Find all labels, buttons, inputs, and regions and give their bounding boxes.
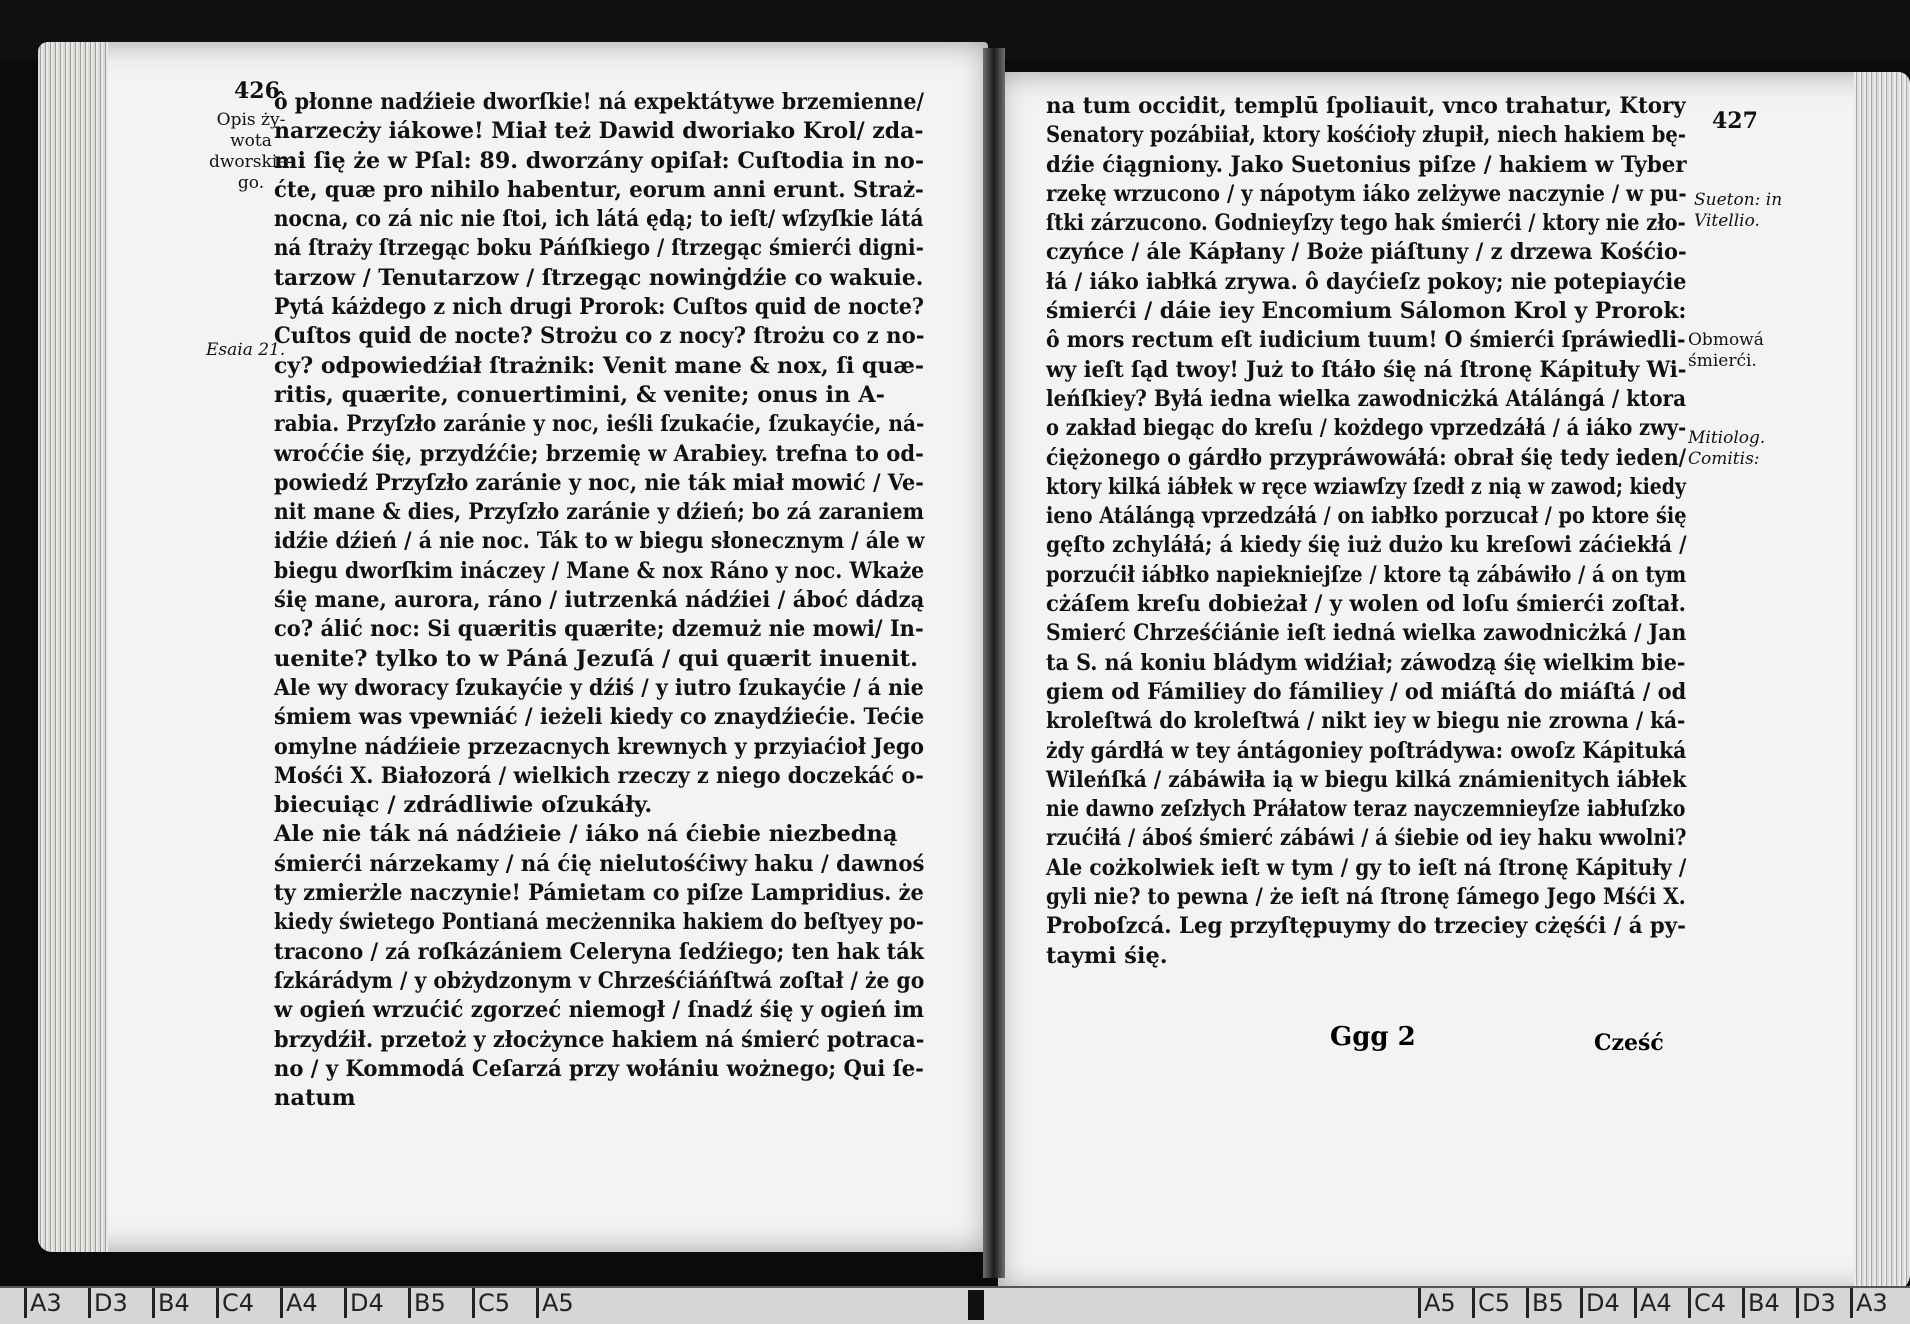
catchword: Cześć: [1594, 1030, 1664, 1056]
text-line: cżáſem kreſu dobieżał / y wolen od loſu śmierći zoſtał.: [1046, 591, 1686, 618]
text-line: ktory kilká iábłek w ręce wziawſzy ſzedł z nią w zawod; kiedy: [1046, 473, 1687, 500]
film-label: D4: [1580, 1288, 1620, 1318]
text-line: powiedź Przyſzło zaránie y noc, nie ták miał mowić / Ve-: [274, 469, 924, 496]
text-line: biecuiąc / zdrádliwie oſzukáły.: [274, 792, 653, 819]
text-line: ta S. ná koniu bládym widźiał; záwodzą śię wielkim bie-: [1046, 649, 1686, 676]
text-line: nie dawno zeſzłych Práłatow teraz nayczemnieyſze iabłuſzko: [1046, 796, 1686, 823]
text-line: ty zmierżle naczynie! Pámietam co piſze Lampridius. że: [274, 880, 924, 907]
right-page-text: [1046, 92, 1686, 971]
text-line: Wileńſká / zábáwiła ią w biegu kilká známienitych iábłek: [1046, 766, 1687, 793]
film-label: A5: [1418, 1288, 1456, 1318]
text-line: biegu dworſkim ináczey / Mane & nox Ráno y noc. Wkaże: [274, 557, 925, 584]
left-page-text: [274, 88, 924, 1113]
text-line: kiedy świetego Pontianá mecżennika hakiem do beſtyey po-: [274, 909, 924, 936]
film-label: A4: [1634, 1288, 1672, 1318]
text-line: narzecży iákowe! Miał też Dawid dworiako Krol/ zda-: [274, 118, 924, 145]
text-line: Proboſzcá. Leg przyſtępuymy do trzeciey cżęśći / á py-: [1046, 913, 1686, 940]
text-line: ritis, quærite, conuertimini, & venite; onus in A-: [274, 381, 885, 408]
text-line: Smierć Chrześćiánie ieſt iedná wielka zawodnicżká / Jan: [1046, 620, 1687, 647]
text-line: porzućił iábłko napiekniejſze / ktore tą zábáwiło / á on tym: [1046, 561, 1687, 588]
text-line: łá / iáko iabłká zrywa. ô dayćieſz pokoy; nie potepiayćie: [1046, 268, 1687, 295]
right-page-number: 427: [1712, 108, 1758, 134]
film-label: C5: [1472, 1288, 1510, 1318]
text-line: w ogień wrzućić zgorzeć niemogł / ſnadź śię y ogień im: [274, 997, 925, 1024]
text-line: tracono / zá roſkázániem Celeryna ſedźiego; ten hak ták: [274, 938, 925, 965]
left-margin-note-1: Opis ży- wota dworskie- go.: [208, 110, 294, 193]
text-line: ćiężonego o gárdło przypráwowáłá: obrał śię tedy ieden/: [1046, 444, 1687, 471]
text-line: nit mane & dies, Przyſzło zaránie y dźień; bo zá zaraniem: [274, 499, 925, 526]
text-line: kroleſtwá do kroleſtwá / nikt iey w biegu nie zrowna / ká-: [1046, 708, 1686, 735]
text-line: wy ieſt ſąd twoy! Już to ſtáło śię ná ſtronę Kápituły Wi-: [1046, 356, 1687, 383]
text-line: na tum occidit, templū ſpoliauit, vnco trahatur, Ktory: [1046, 93, 1686, 119]
right-margin-note-3: Mitiolog. Comitis:: [1688, 428, 1766, 469]
text-line: Ale nie ták ná nádźieie / iáko ná ćiebie niezbedną: [274, 821, 898, 848]
text-line: no / y Kommodá Ceſarzá przy wołániu wożnego; Qui ſe-: [274, 1055, 924, 1082]
text-line: śmiem was vpewniáć / ieżeli kiedy co znaydźiećie. Tećie: [274, 704, 925, 731]
text-line: brzydźił. przetoż y złocżynce hakiem ná śmierć potraca-: [274, 1026, 925, 1053]
text-line: żdy gárdłá w tey ántágoniey poſtrádywa: owoſz Kápituká: [1046, 737, 1687, 764]
left-page-number: 426: [234, 78, 280, 104]
left-page-edge: [38, 42, 108, 1252]
film-label: D3: [1796, 1288, 1836, 1318]
text-line: rabia. Przyſzło zaránie y noc, ieśli ſzukaćie, ſzukayćie, ná-: [274, 411, 925, 438]
film-label: B5: [408, 1288, 446, 1318]
film-label: B5: [1526, 1288, 1564, 1318]
text-line: taymi śię.: [1046, 942, 1168, 969]
film-label: D3: [88, 1288, 128, 1318]
text-line: ſzkárádym / y obżydzonym v Chrześćiáńſtwá zoſtał / że go: [274, 967, 925, 994]
text-line: Mośći X. Białozorá / wielkich rzeczy z niego doczekáć o-: [274, 762, 924, 789]
film-label: B4: [152, 1288, 190, 1318]
text-line: śmierći nárzekamy / ná ćię nielutośćiwy haku / dawnoś: [274, 850, 925, 877]
text-line: ná ſtraży ſtrzegąc boku Páńſkiego / ſtrzegąc śmierći digni-: [274, 235, 924, 262]
text-line: Cuſtos quid de nocte? Strożu co z nocy? ſtrożu co z no-: [274, 323, 925, 350]
text-line: natum: [274, 1085, 356, 1112]
text-line: śmierći / dáie iey Encomium Sálomon Krol y Prorok:: [1046, 298, 1687, 325]
left-margin-note-2: Esaia 21.: [206, 340, 286, 360]
text-line: o zakład biegąc do kreſu / kożdego vprzedzáłá / á iáko zwy-: [1046, 415, 1687, 442]
right-margin-note-1: Sueton: in Vitellio.: [1694, 190, 1783, 231]
right-margin-note-2: Obmowá śmierći.: [1688, 330, 1764, 371]
text-line: Ale cożkolwiek ieſt w tym / gy to ieſt ná ſtronę Kápituły /: [1046, 854, 1687, 881]
text-line: rzekę wrzucono / y nápotym iáko zelżywe naczynie / w pu-: [1046, 180, 1687, 207]
text-line: Ale wy dworacy ſzukayćie y dźiś / y iutro ſzukayćie / á nie: [274, 674, 924, 701]
text-line: ćte, quæ pro nihilo habentur, eorum anni erunt. Straż-: [274, 176, 924, 203]
signature-mark: Ggg 2: [1330, 1022, 1416, 1052]
text-line: ô płonne nadźieie dworſkie! ná expektátywe brzemienne/: [274, 89, 924, 115]
film-label: A3: [1850, 1288, 1888, 1318]
text-line: nocna, co zá nic nie ſtoi, ich látá ędą; to ieſt/ wſzyſkie látá: [274, 206, 924, 233]
film-label: A5: [536, 1288, 574, 1318]
text-line: wroććie śię, przydźćie; brzemię w Arabiey. trefna to od-: [274, 440, 924, 467]
text-line: ieno Atálángą vprzedzáłá / on iabłko porzucał / po ktore śię: [1046, 503, 1687, 530]
text-line: gęſto zchyláłá; á kiedy śię iuż dużo ku kreſowi záćiekłá /: [1046, 532, 1687, 559]
text-line: ſtki zárzucono. Godnieyſzy tego hak śmierći / ktory nie zło-: [1046, 210, 1686, 237]
film-label: A4: [280, 1288, 318, 1318]
text-line: śię mane, aurora, ráno / iutrzenká nádźiei / áboć dádzą: [274, 587, 925, 614]
film-center-marker: [968, 1290, 984, 1320]
film-label: C4: [1688, 1288, 1726, 1318]
right-page-edge: [1854, 72, 1910, 1292]
text-line: tarzow / Tenutarzow / ſtrzegąc nowinġdźie co wakuie.: [274, 264, 924, 291]
text-line: leńſkiey? Byłá iedna wielka zawodnicżká Atálángá / ktora: [1046, 385, 1687, 412]
text-line: giem od Fámiliey do fámiliey / od miáſtá do miáſtá / od: [1046, 678, 1687, 705]
text-line: Pytá káżdego z nich drugi Prorok: Cuſtos quid de nocte?: [274, 294, 924, 321]
text-line: mi ſię że w Pſal: 89. dworzány opiſał: Cuſtodia in no-: [274, 147, 925, 174]
film-label: A3: [24, 1288, 62, 1318]
text-line: co? álić noc: Si quæritis quærite; ǳemuż nie mowi/ In-: [274, 616, 924, 643]
text-line: dźie ćiągniony. Jako Suetonius piſze / hakiem w Tyber: [1046, 151, 1687, 178]
film-label: C4: [216, 1288, 254, 1318]
text-line: idźie dźień / á nie noc. Ták to w biegu słonecznym / ále w: [274, 528, 925, 555]
text-line: ô mors rectum eſt iudicium tuum! O śmierći ſpráwiedli-: [1046, 327, 1686, 354]
book-gutter: [983, 48, 1005, 1278]
text-line: cy? odpowiedźiał ſtrażnik: Venit mane & nox, ſi quæ-: [274, 352, 925, 379]
text-line: czyńce / ále Kápłany / Boże piáſtuny / z drzewa Kośćio-: [1046, 239, 1687, 266]
film-label: B4: [1742, 1288, 1780, 1318]
film-label: C5: [472, 1288, 510, 1318]
text-line: Senatory pozábiiał, ktory kośćioły złupił, niech hakiem bę-: [1046, 122, 1686, 149]
text-line: rzućiłá / áboś śmierć zábáwi / á śiebie od iey haku wwolni?: [1046, 825, 1687, 852]
text-line: gyli nie? to pewna / że ieſt ná ſtronę ſámego Jego Mśći X.: [1046, 884, 1686, 911]
text-line: uenite? tylko to w Páná Jezuſá / qui quærit inuenit.: [274, 645, 918, 672]
text-line: omylne nádźieie przezacnych krewnych y przyiaćioł Jego: [274, 733, 925, 760]
film-label: D4: [344, 1288, 384, 1318]
